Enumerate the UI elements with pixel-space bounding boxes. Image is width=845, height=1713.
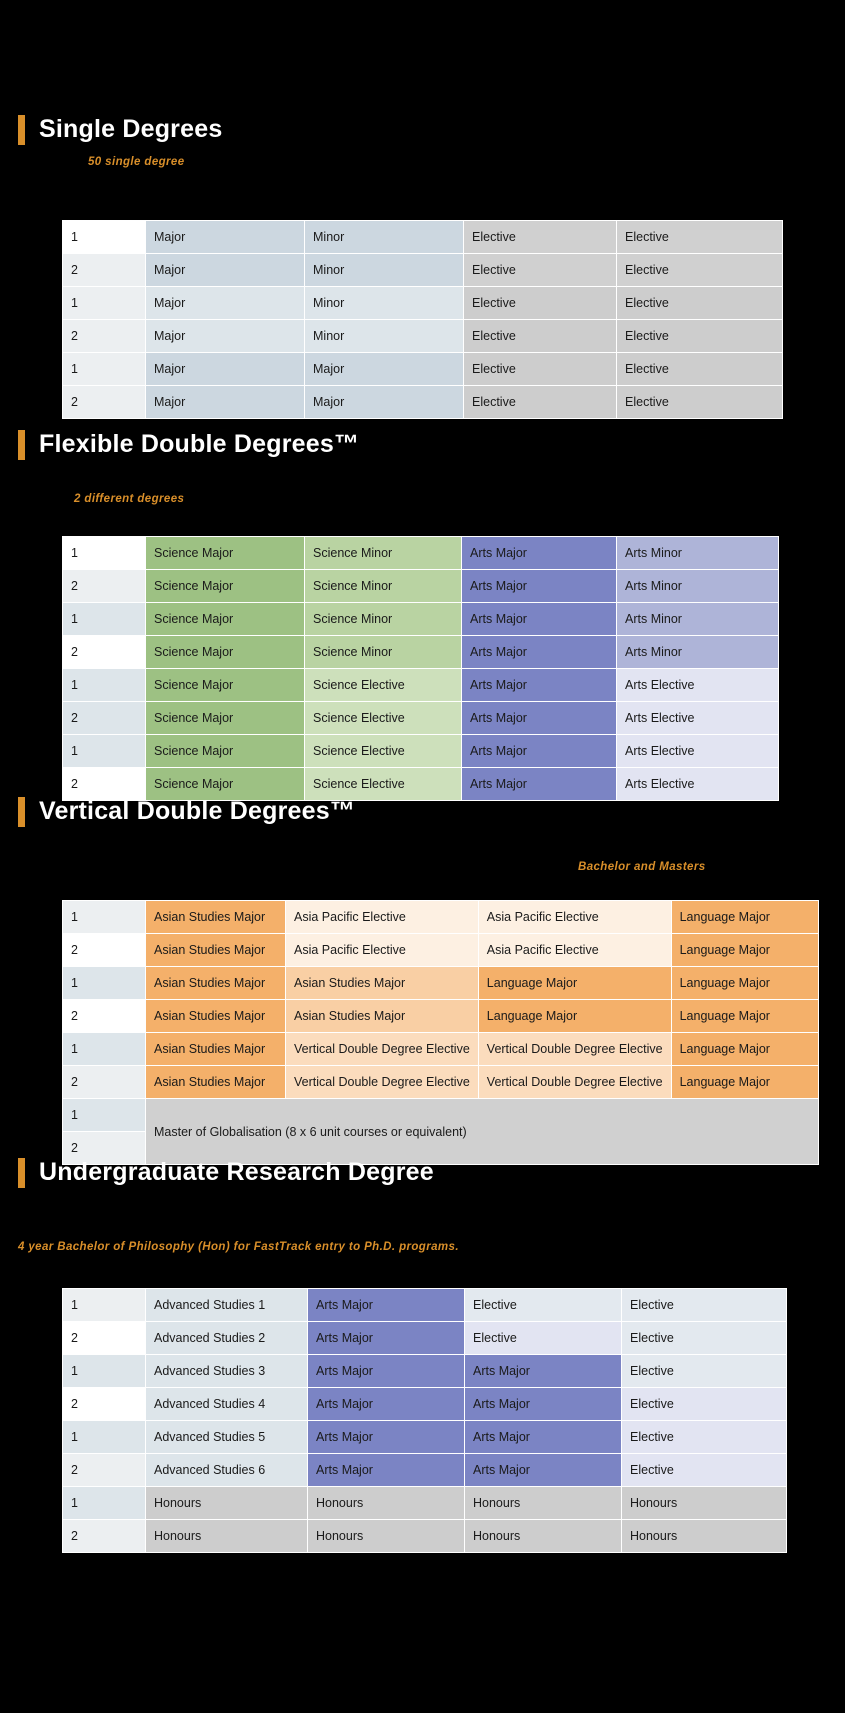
cell-arts-major: Arts Major — [308, 1289, 465, 1322]
cell-language-major: Language Major — [671, 1066, 818, 1099]
row-number: 1 — [63, 669, 146, 702]
row-number: 1 — [63, 735, 146, 768]
cell-minor: Minor — [305, 221, 464, 254]
row-number: 1 — [63, 603, 146, 636]
cell-major: Major — [146, 221, 305, 254]
cell-language-major: Language Major — [671, 1033, 818, 1066]
cell-advanced-studies: Advanced Studies 1 — [146, 1289, 308, 1322]
table-row — [63, 735, 779, 768]
cell-elective: Elective — [622, 1421, 787, 1454]
cell-major: Major — [146, 353, 305, 386]
cell-science-elective: Science Elective — [305, 669, 462, 702]
cell-science-major: Science Major — [146, 537, 305, 570]
table-row — [63, 1355, 787, 1388]
cell-arts-major: Arts Major — [465, 1388, 622, 1421]
section-header-undergraduate-research-degree — [18, 1158, 434, 1188]
cell-asian-studies-major: Asian Studies Major — [146, 1066, 286, 1099]
table-row — [63, 1000, 819, 1033]
cell-honours: Honours — [146, 1487, 308, 1520]
table-row — [63, 768, 779, 801]
cell-elective: Elective — [464, 254, 617, 287]
cell-arts-major: Arts Major — [308, 1388, 465, 1421]
cell-science-elective: Science Elective — [305, 702, 462, 735]
cell-major: Major — [146, 287, 305, 320]
cell-arts-major: Arts Major — [462, 768, 617, 801]
table-row — [63, 320, 783, 353]
cell-asia-pacific-elective: Asia Pacific Elective — [478, 934, 671, 967]
cell-arts-major: Arts Major — [462, 537, 617, 570]
table-row — [63, 287, 783, 320]
cell-arts-elective: Arts Elective — [617, 768, 779, 801]
table-row — [63, 669, 779, 702]
cell-science-major: Science Major — [146, 669, 305, 702]
table-undergraduate-research-degree — [62, 1288, 787, 1553]
row-number: 1 — [63, 353, 146, 386]
section-subtitle-flexible-double-degrees: 2 different degrees — [74, 493, 185, 505]
cell-elective: Elective — [464, 287, 617, 320]
cell-major: Major — [305, 353, 464, 386]
table-row — [63, 636, 779, 669]
cell-arts-minor: Arts Minor — [617, 636, 779, 669]
cell-arts-elective: Arts Elective — [617, 702, 779, 735]
row-number: 1 — [63, 967, 146, 1000]
table-row — [63, 1066, 819, 1099]
table-row — [63, 1487, 787, 1520]
cell-elective: Elective — [617, 386, 783, 419]
row-number: 2 — [63, 1520, 146, 1553]
cell-asian-studies-major: Asian Studies Major — [146, 1000, 286, 1033]
row-number: 2 — [63, 320, 146, 353]
accent-bar — [18, 115, 25, 145]
cell-science-minor: Science Minor — [305, 603, 462, 636]
cell-advanced-studies: Advanced Studies 6 — [146, 1454, 308, 1487]
cell-elective: Elective — [464, 320, 617, 353]
accent-bar — [18, 430, 25, 460]
section-subtitle-single-degrees: 50 single degree — [88, 156, 185, 168]
cell-minor: Minor — [305, 254, 464, 287]
table-vertical-double-degrees — [62, 900, 819, 1165]
cell-asian-studies-major: Asian Studies Major — [146, 934, 286, 967]
cell-asian-studies-major: Asian Studies Major — [146, 967, 286, 1000]
cell-science-major: Science Major — [146, 636, 305, 669]
section-title-flexible-double-degrees: Flexible Double Degrees™ — [39, 430, 360, 459]
table-row — [63, 221, 783, 254]
row-number: 2 — [63, 1454, 146, 1487]
cell-asian-studies-major: Asian Studies Major — [286, 1000, 479, 1033]
cell-arts-major: Arts Major — [462, 636, 617, 669]
cell-asian-studies-major: Asian Studies Major — [146, 901, 286, 934]
table-row — [63, 934, 819, 967]
section-subtitle-undergraduate-research-degree: 4 year Bachelor of Philosophy (Hon) for FastTrack entry to Ph.D. programs. — [18, 1241, 459, 1253]
row-number: 1 — [63, 1487, 146, 1520]
table-row — [63, 353, 783, 386]
table-row — [63, 1520, 787, 1553]
cell-language-major: Language Major — [671, 967, 818, 1000]
table-row — [63, 1033, 819, 1066]
row-number: 1 — [63, 901, 146, 934]
cell-elective: Elective — [617, 287, 783, 320]
cell-language-major: Language Major — [478, 1000, 671, 1033]
cell-elective: Elective — [464, 221, 617, 254]
row-number: 1 — [63, 1421, 146, 1454]
cell-vertical-double-degree-elective: Vertical Double Degree Elective — [286, 1033, 479, 1066]
table-row — [63, 967, 819, 1000]
row-number: 2 — [63, 702, 146, 735]
row-number: 1 — [63, 537, 146, 570]
cell-science-major: Science Major — [146, 702, 305, 735]
cell-elective: Elective — [622, 1355, 787, 1388]
cell-language-major: Language Major — [671, 901, 818, 934]
cell-honours: Honours — [465, 1487, 622, 1520]
cell-elective: Elective — [464, 386, 617, 419]
cell-elective: Elective — [465, 1322, 622, 1355]
cell-elective: Elective — [622, 1388, 787, 1421]
cell-vertical-double-degree-elective: Vertical Double Degree Elective — [286, 1066, 479, 1099]
table-row — [63, 1454, 787, 1487]
cell-science-elective: Science Elective — [305, 768, 462, 801]
row-number: 2 — [63, 570, 146, 603]
cell-arts-elective: Arts Elective — [617, 735, 779, 768]
cell-language-major: Language Major — [478, 967, 671, 1000]
cell-major: Major — [146, 320, 305, 353]
section-header-vertical-double-degrees — [18, 797, 355, 827]
cell-minor: Minor — [305, 287, 464, 320]
cell-language-major: Language Major — [671, 934, 818, 967]
row-number: 1 — [63, 1289, 146, 1322]
cell-arts-major: Arts Major — [462, 570, 617, 603]
cell-vertical-double-degree-elective: Vertical Double Degree Elective — [478, 1033, 671, 1066]
cell-arts-minor: Arts Minor — [617, 570, 779, 603]
cell-minor: Minor — [305, 320, 464, 353]
cell-arts-major: Arts Major — [308, 1421, 465, 1454]
cell-science-major: Science Major — [146, 768, 305, 801]
row-number: 2 — [63, 254, 146, 287]
cell-science-major: Science Major — [146, 570, 305, 603]
table-row — [63, 1421, 787, 1454]
row-number: 2 — [63, 1388, 146, 1421]
cell-arts-major: Arts Major — [462, 603, 617, 636]
cell-asia-pacific-elective: Asia Pacific Elective — [286, 934, 479, 967]
cell-advanced-studies: Advanced Studies 2 — [146, 1322, 308, 1355]
cell-elective: Elective — [617, 353, 783, 386]
cell-masters-program: Master of Globalisation (8 x 6 unit courses or equivalent) — [146, 1099, 819, 1165]
cell-elective: Elective — [465, 1289, 622, 1322]
table-row — [63, 386, 783, 419]
cell-arts-minor: Arts Minor — [617, 603, 779, 636]
row-number: 2 — [63, 1066, 146, 1099]
cell-arts-major: Arts Major — [465, 1454, 622, 1487]
section-title-single-degrees: Single Degrees — [39, 115, 223, 144]
cell-major: Major — [146, 254, 305, 287]
table-row — [63, 254, 783, 287]
cell-arts-major: Arts Major — [465, 1355, 622, 1388]
section-title-vertical-double-degrees: Vertical Double Degrees™ — [39, 797, 356, 826]
cell-elective: Elective — [617, 221, 783, 254]
table-row — [63, 1322, 787, 1355]
table-row-masters — [63, 1099, 819, 1132]
cell-vertical-double-degree-elective: Vertical Double Degree Elective — [478, 1066, 671, 1099]
cell-arts-minor: Arts Minor — [617, 537, 779, 570]
cell-honours: Honours — [622, 1487, 787, 1520]
cell-language-major: Language Major — [671, 1000, 818, 1033]
cell-arts-major: Arts Major — [308, 1322, 465, 1355]
cell-major: Major — [305, 386, 464, 419]
table-row — [63, 537, 779, 570]
cell-elective: Elective — [464, 353, 617, 386]
cell-advanced-studies: Advanced Studies 4 — [146, 1388, 308, 1421]
row-number: 2 — [63, 1132, 146, 1165]
cell-arts-major: Arts Major — [462, 735, 617, 768]
cell-honours: Honours — [308, 1520, 465, 1553]
section-header-flexible-double-degrees — [18, 430, 359, 460]
cell-arts-major: Arts Major — [308, 1355, 465, 1388]
table-row — [63, 603, 779, 636]
cell-arts-elective: Arts Elective — [617, 669, 779, 702]
cell-asian-studies-major: Asian Studies Major — [146, 1033, 286, 1066]
cell-asia-pacific-elective: Asia Pacific Elective — [286, 901, 479, 934]
table-single-degrees — [62, 220, 783, 419]
section-header-single-degrees — [18, 115, 222, 145]
row-number: 1 — [63, 1099, 146, 1132]
row-number: 2 — [63, 386, 146, 419]
cell-arts-major: Arts Major — [462, 669, 617, 702]
table-row — [63, 1289, 787, 1322]
table-flexible-double-degrees — [62, 536, 779, 801]
cell-elective: Elective — [617, 320, 783, 353]
row-number: 2 — [63, 934, 146, 967]
cell-science-minor: Science Minor — [305, 636, 462, 669]
cell-major: Major — [146, 386, 305, 419]
row-number: 1 — [63, 1355, 146, 1388]
cell-advanced-studies: Advanced Studies 3 — [146, 1355, 308, 1388]
cell-elective: Elective — [622, 1454, 787, 1487]
row-number: 2 — [63, 636, 146, 669]
cell-elective: Elective — [617, 254, 783, 287]
cell-elective: Elective — [622, 1322, 787, 1355]
cell-science-elective: Science Elective — [305, 735, 462, 768]
cell-elective: Elective — [622, 1289, 787, 1322]
cell-honours: Honours — [622, 1520, 787, 1553]
section-subtitle-vertical-double-degrees: Bachelor and Masters — [578, 861, 706, 873]
table-row — [63, 1388, 787, 1421]
row-number: 1 — [63, 221, 146, 254]
cell-science-minor: Science Minor — [305, 570, 462, 603]
cell-honours: Honours — [308, 1487, 465, 1520]
cell-asia-pacific-elective: Asia Pacific Elective — [478, 901, 671, 934]
cell-advanced-studies: Advanced Studies 5 — [146, 1421, 308, 1454]
table-row — [63, 570, 779, 603]
row-number: 1 — [63, 287, 146, 320]
cell-science-major: Science Major — [146, 735, 305, 768]
accent-bar — [18, 797, 25, 827]
cell-arts-major: Arts Major — [462, 702, 617, 735]
table-row — [63, 901, 819, 934]
cell-honours: Honours — [465, 1520, 622, 1553]
table-row — [63, 702, 779, 735]
cell-honours: Honours — [146, 1520, 308, 1553]
row-number: 1 — [63, 1033, 146, 1066]
row-number: 2 — [63, 1322, 146, 1355]
cell-arts-major: Arts Major — [465, 1421, 622, 1454]
section-title-undergraduate-research-degree: Undergraduate Research Degree — [39, 1158, 434, 1187]
cell-science-minor: Science Minor — [305, 537, 462, 570]
cell-science-major: Science Major — [146, 603, 305, 636]
row-number: 2 — [63, 768, 146, 801]
cell-asian-studies-major: Asian Studies Major — [286, 967, 479, 1000]
row-number: 2 — [63, 1000, 146, 1033]
accent-bar — [18, 1158, 25, 1188]
cell-arts-major: Arts Major — [308, 1454, 465, 1487]
